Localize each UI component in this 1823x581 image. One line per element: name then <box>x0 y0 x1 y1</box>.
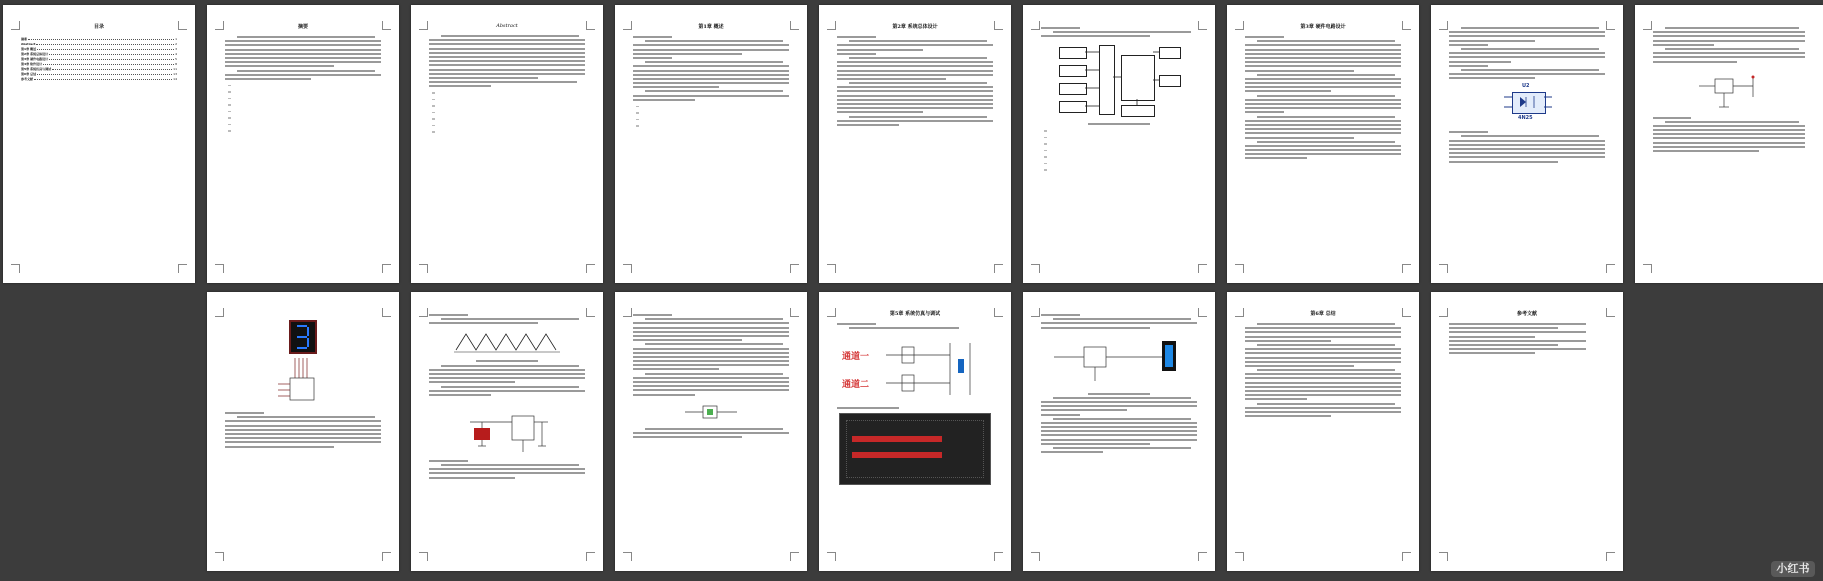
toc-entry-title: 参考文献 <box>21 77 34 81</box>
page-block-diagram <box>1023 5 1215 283</box>
page-chapter-6 <box>1227 292 1419 571</box>
toc-entry-page: 8 <box>175 62 177 66</box>
page-references <box>1431 292 1623 571</box>
references-title: 参考文献 <box>1516 311 1537 317</box>
toc-entry-page: 14 <box>173 77 177 81</box>
channel-circuit <box>840 333 990 403</box>
toc-entry-title: 第2章 系统总体设计 <box>21 52 49 56</box>
toc-entry-title: 摘要 <box>21 37 28 41</box>
seven-segment-display <box>289 320 317 354</box>
page-optocoupler <box>1431 5 1623 283</box>
page-chapter-3-cont <box>1635 5 1823 283</box>
page-display-circuit <box>207 292 399 571</box>
page-chapter-2 <box>819 5 1011 283</box>
toc-list <box>21 36 177 81</box>
chapter-3-title: 第3章 硬件电路设计 <box>1300 24 1346 30</box>
regulator-circuit <box>462 400 552 456</box>
page-chapter-4 <box>615 292 807 571</box>
toc-leader-dots <box>37 74 172 75</box>
display-driver-circuit <box>248 358 358 408</box>
toc-leader-dots <box>28 39 174 40</box>
toc-entry-page: 13 <box>173 72 177 76</box>
toc-entry-page: 1 <box>175 37 177 41</box>
optocoupler-figure <box>1492 83 1562 127</box>
chapter-2-title: 第2章 系统总体设计 <box>892 24 938 30</box>
toc-leader-dots <box>34 79 172 80</box>
toc-leader-dots <box>49 59 174 60</box>
toc-leader-dots <box>36 44 174 45</box>
chapter-6-title: 第6章 总结 <box>1310 311 1336 317</box>
toc-leader-dots <box>37 49 174 50</box>
circuit-figure <box>1689 67 1769 113</box>
channel-1-label: 通道一 <box>842 352 870 363</box>
toc-entry-page: 5 <box>175 57 177 61</box>
rectified-waveform <box>452 328 562 356</box>
crop-mark <box>11 21 20 30</box>
oscilloscope-display <box>839 413 991 485</box>
toc-entry-title: Abstract <box>21 42 36 46</box>
toc-entry-page: 11 <box>173 67 177 71</box>
chip-label: U2 <box>1522 83 1530 90</box>
simulation-circuit <box>1044 333 1194 389</box>
toc-leader-dots <box>43 64 174 65</box>
small-circuit-figure <box>681 400 741 424</box>
system-block-diagram <box>1059 41 1179 119</box>
abstract-en-title: Abstract <box>496 23 518 29</box>
page-abstract-en <box>411 5 603 283</box>
page-abstract-cn <box>207 5 399 283</box>
toc-title: 目录 <box>93 24 104 30</box>
page-toc <box>3 5 195 283</box>
toc-entry[interactable] <box>21 76 177 81</box>
toc-entry-page: 2 <box>175 42 177 46</box>
crop-mark <box>178 264 187 273</box>
page-power-circuit <box>411 292 603 571</box>
chapter-1-title: 第1章 概述 <box>698 24 724 30</box>
toc-entry-title: 第1章 概述 <box>21 47 37 51</box>
toc-leader-dots <box>52 69 172 70</box>
toc-entry-page: 3 <box>175 47 177 51</box>
page-chapter-1 <box>615 5 807 283</box>
toc-entry-title: 第4章 软件设计 <box>21 62 43 66</box>
page-chapter-3 <box>1227 5 1419 283</box>
channel-2-label: 通道二 <box>842 380 870 391</box>
page-chapter-5-cont <box>1023 292 1215 571</box>
toc-entry-page: 4 <box>175 52 177 56</box>
toc-entry-title: 第5章 系统仿真与调试 <box>21 67 52 71</box>
abstract-cn-title: 摘要 <box>297 24 308 30</box>
page-chapter-5 <box>819 292 1011 571</box>
crop-mark <box>178 21 187 30</box>
toc-entry-title: 第6章 总结 <box>21 72 37 76</box>
chapter-5-title: 第5章 系统仿真与调试 <box>889 311 941 317</box>
toc-entry-title: 第3章 硬件电路设计 <box>21 57 49 61</box>
chip-part: 4N25 <box>1518 115 1533 122</box>
crop-mark <box>11 264 20 273</box>
watermark-logo: 小红书 <box>1771 561 1815 577</box>
toc-leader-dots <box>49 54 174 55</box>
